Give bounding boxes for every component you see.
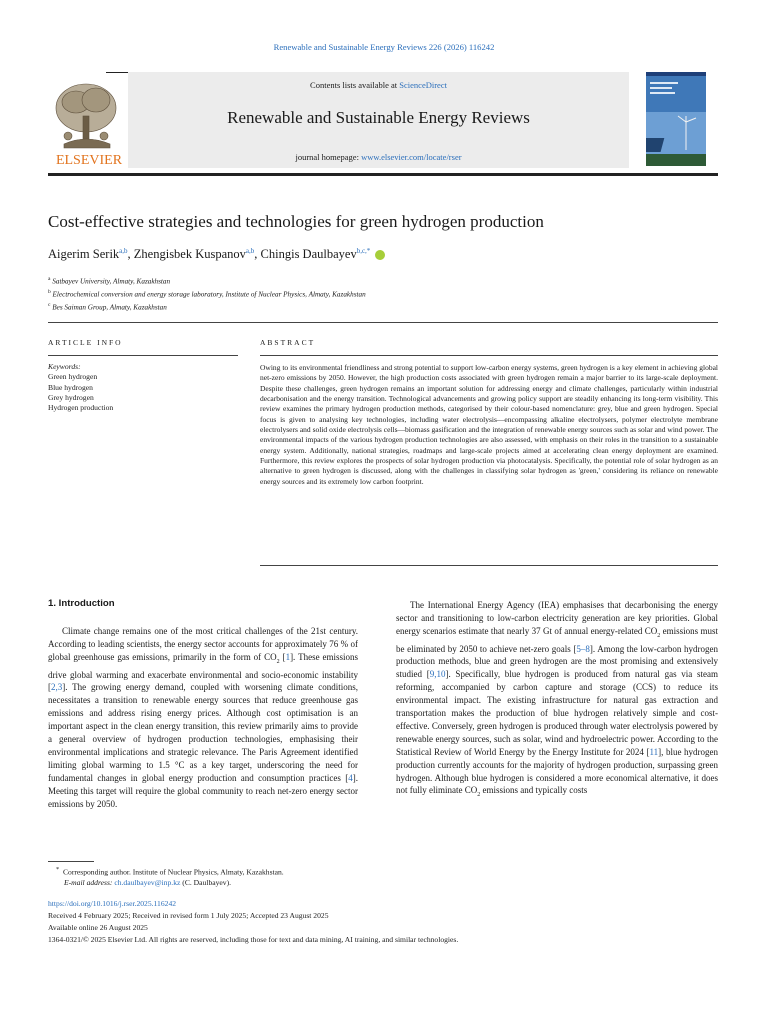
- citation-link[interactable]: 5–8: [576, 643, 590, 654]
- section-heading-introduction: 1. Introduction: [48, 598, 115, 609]
- author-affiliation-marks[interactable]: a,b: [245, 247, 255, 255]
- contents-line: Contents lists available at ScienceDirect: [310, 80, 447, 90]
- abstract-rule: [260, 355, 718, 356]
- article-title: Cost-effective strategies and technologies for green hydrogen production: [48, 212, 544, 231]
- footnote-rule: [48, 861, 94, 862]
- elsevier-logo: [50, 78, 128, 168]
- author-affiliation-marks[interactable]: a,b: [119, 247, 128, 255]
- journal-homepage-line: journal homepage: www.elsevier.com/locate/rser: [295, 152, 462, 162]
- doi-link[interactable]: https://doi.org/10.1016/j.rser.2025.116242: [48, 899, 177, 908]
- affiliation-item: $^c$ Bes Saiman Group, Almaty, Kazakhstan: [48, 301, 167, 312]
- orcid-icon[interactable]: [375, 250, 385, 260]
- journal-cover-image: [646, 72, 706, 166]
- citation-link[interactable]: 4: [348, 772, 353, 783]
- citation-link[interactable]: 11: [649, 746, 659, 757]
- keywords-label: Keywords:: [48, 362, 81, 371]
- elsevier-wordmark: ELSEVIER: [55, 153, 123, 168]
- email-note: E-mail address: ch.daulbayev@inp.kz (C. Daulbayev).: [64, 878, 231, 887]
- journal-title-panel: [128, 72, 629, 168]
- article-info-heading: ARTICLE INFO: [48, 338, 123, 347]
- author-affiliation-marks[interactable]: b,c,*: [356, 247, 371, 255]
- paragraph: Climate change remains one of the most critical challenges of the 21st century. According to leading scientists, the energy sector accounts for approximately 76 % of global greenhouse gas emissions, primarily in the form of $CO_2$ [1]. These emissions drive global warming and exacerbate environmental and socio-economic instability [2,3]. The growing energy demand, coupled with worsening climate conditions, necessitates a transition to renewable energy sources that reduce greenhouse gas emissions and address rising energy prices. Although cost optimisation is an important aspect in the clean energy transition, this review primarily aims to provide a general overview of hydrogen production technologies, emphasising their environmental implications and strategic relevance. The Paris Agreement identified limiting global warming to 1.5 °C as a key target, underscoring the need for fundamental changes in global energy production and consumption practices [4]. Meeting this target will require the global community to reach net-zero energy sector emissions by 2050.: [48, 626, 359, 809]
- paragraph: The International Energy Agency (IEA) emphasises that decarbonising the energy sector and transitioning to low-carbon electricity generation are key priorities. Global energy scenarios estimate that nearly 37 Gt of annual energy-related $CO_2$ emissions must be eliminated by 2050 to achieve net-zero goals [5–8]. Among the low-carbon hydrogen production methods, blue and green hydrogen are the most promising and extensively studied [9,10]. Specifically, blue hydrogen is produced from natural gas via steam reforming, accompanied by carbon capture and storage (CCS) to reduce its environmental impact. The existing infrastructure for natural gas extraction and transportation makes the production of blue hydrogen relatively simple and cost-effective. Conversely, green hydrogen is produced through water electrolysis powered by renewable energy sources, such as solar, wind and hydroelectric power. According to the Statistical Review of World Energy by the Energy Institute for 2024 [11], blue hydrogen production currently accounts for the majority of hydrogen production, surpassing green hydrogen. Although blue hydrogen is considered a more economical alternative, it does not fully eliminate $CO_2$ emissions and typically costs: [396, 600, 719, 799]
- author-name[interactable]: Chingis Daulbayev: [260, 247, 357, 262]
- citation-link[interactable]: 2,3: [51, 682, 63, 693]
- header-bottom-rule: [48, 173, 718, 176]
- affiliation-item: $^b$ Electrochemical conversion and energy storage laboratory, Institute of Nuclear Physics, Almaty, Kazakhstan: [48, 288, 366, 299]
- journal-header: [48, 72, 629, 168]
- received-dates: Received 4 February 2025; Received in revised form 1 July 2025; Accepted 23 August 2025: [48, 911, 329, 920]
- sciencedirect-link[interactable]: ScienceDirect: [399, 80, 447, 90]
- author-name[interactable]: Zhengisbek Kuspanov: [133, 247, 246, 262]
- author-name[interactable]: Aigerim Serik: [48, 247, 120, 262]
- affiliation-item: $^a$ Satbayev University, Almaty, Kazakhstan: [48, 276, 171, 286]
- keyword-item: Grey hydrogen: [48, 392, 94, 402]
- intro-right-column: [396, 599, 718, 802]
- affiliation-list: [48, 274, 366, 313]
- keyword-item: Blue hydrogen: [48, 382, 93, 392]
- keyword-item: Green hydrogen: [48, 372, 98, 382]
- journal-citation[interactable]: Renewable and Sustainable Energy Reviews 226 (2026) 116242: [273, 42, 495, 52]
- corresponding-author-note: * Corresponding author. Institute of Nuclear Physics, Almaty, Kazakhstan.: [56, 866, 284, 877]
- keywords-block: [48, 362, 238, 413]
- section-rule: [48, 322, 718, 323]
- citation-link[interactable]: 9,10: [429, 669, 446, 680]
- author-list: Aigerim Serik$^{a,b}$, Zhengisbek Kuspanov$^{a,b}$, Chingis Daulbayev$^{b,c,*}$: [48, 247, 385, 262]
- keyword-item: Hydrogen production: [48, 403, 114, 413]
- citation-link[interactable]: 1: [285, 651, 291, 662]
- journal-title: Renewable and Sustainable Energy Reviews: [227, 108, 530, 127]
- abstract-text: Owing to its environmental friendliness and strong potential to support low-carbon energy systems, green hydrogen is a key element in achieving global net-zero emissions by 2050. However, the high production costs associated with green hydrogen remain a major barrier to its large-scale deployment. Despite these challenges, green hydrogen remains an important solution for addressing energy and climate challenges, particularly within industrial decarbonisation and the energy transition. Technological advancements and growing policy support are steadily enhancing its long-term visibility. This review examines the primary hydrogen production methods, categorised by their colour-based nomenclature: grey, blue and green hydrogen. Special focus is given to analysing key technologies, including water electrolysis—encompassing alkaline electrolysers, polymer electrolyte membrane electrolysers and solid oxide electrolysis cells—biomass gasification and the integration of renewable energy sources such as solar and wind power. The environmental impacts of the various hydrogen production technologies are also assessed, with emphasis on their roles in the transition to a sustainable energy system. Additionally, national strategies, roadmaps and large-scale projects aimed at accelerating clean energy deployment are examined. Furthermore, this review explores the prospects of solar hydrogen production via photocatalysis. Specifically, the potential role of solar hydrogen as an alternative to green hydrogen is discussed, along with the challenges in classifying solar hydrogen as 'green,' considering its reliance on renewable energy sources and its extremely low carbon footprint.: [260, 363, 718, 486]
- available-online-date: Available online 26 August 2025: [48, 923, 148, 932]
- article-info-rule: [48, 355, 238, 356]
- intro-left-column: [48, 625, 358, 810]
- abstract-heading: ABSTRACT: [260, 338, 316, 347]
- copyright-notice: 1364-0321/© 2025 Elsevier Ltd. All rights are reserved, including those for text and data mining, AI training, and similar technologies.: [48, 935, 459, 944]
- journal-homepage-link[interactable]: www.elsevier.com/locate/rser: [361, 152, 462, 162]
- email-link[interactable]: ch.daulbayev@inp.kz: [114, 878, 181, 887]
- abstract-end-rule: [260, 565, 718, 566]
